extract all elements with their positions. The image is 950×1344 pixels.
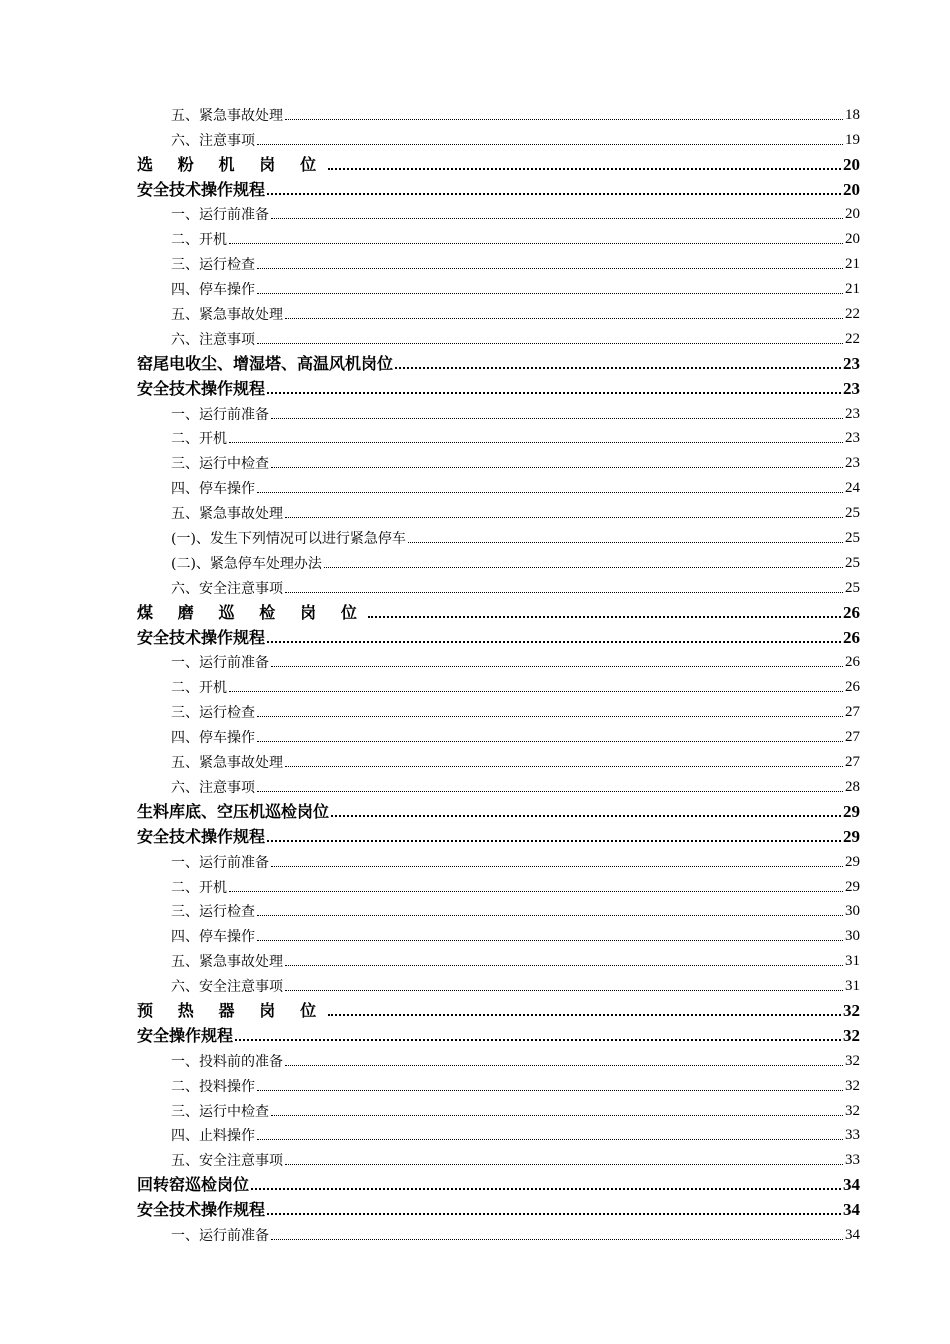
dot-leader [235,1039,841,1041]
toc-entry-title: 一、运行前准备 [171,655,269,672]
toc-entry-title: (二)、紧急停车处理办法 [171,555,322,572]
toc-entry-title: 五、紧急事故处理 [171,755,283,772]
toc-entry-title: 安全技术操作规程 [137,378,266,398]
toc-subentry[interactable] [137,847,860,872]
toc-subentry[interactable] [137,1121,860,1146]
toc-page-number: 34 [843,1175,860,1195]
dot-leader [324,567,843,568]
dot-leader [257,268,843,269]
dot-leader [257,343,843,344]
toc-page-number: 26 [845,654,860,671]
dot-leader [271,467,843,468]
dot-leader [257,1139,843,1140]
dot-leader [229,891,843,892]
toc-page-number: 28 [845,778,860,795]
toc-subentry[interactable] [137,424,860,449]
toc-entry-title: (一)、发生下列情况可以进行紧急停车 [171,531,406,548]
toc-subentry[interactable] [137,1071,860,1096]
toc-entry-title: 四、止料操作 [171,1128,255,1145]
toc-heading-entry[interactable] [137,374,860,399]
toc-subentry[interactable] [137,473,860,498]
toc-page-number: 23 [845,455,860,472]
toc-page-number: 30 [845,928,860,945]
dot-leader [257,1090,843,1091]
toc-page-number: 20 [843,154,860,174]
toc-entry-title: 二、投料操作 [171,1078,255,1095]
dot-leader [285,766,843,767]
dot-leader [408,542,843,543]
dot-leader [271,1239,843,1240]
toc-page-number: 32 [845,1102,860,1119]
toc-page-number: 27 [845,704,860,721]
table-of-contents [137,100,860,1245]
toc-entry-title: 五、安全注意事项 [171,1153,283,1170]
dot-leader [257,293,843,294]
toc-heading-entry[interactable] [137,1195,860,1220]
toc-page-number: 34 [843,1200,860,1220]
toc-entry-title: 三、运行检查 [171,904,255,921]
toc-heading-entry[interactable] [137,1021,860,1046]
toc-page-number: 22 [845,306,860,323]
toc-page-number: 19 [845,131,860,148]
toc-page-number: 29 [845,878,860,895]
toc-subentry[interactable] [137,921,860,946]
dot-leader [331,815,841,817]
toc-page-number: 24 [845,480,860,497]
dot-leader [257,940,843,941]
toc-subentry[interactable] [137,1220,860,1245]
dot-leader [271,218,843,219]
toc-entry-title: 预 热 器 岗 位 [137,1000,326,1020]
toc-heading-entry[interactable] [137,1170,860,1195]
toc-page-number: 29 [843,826,860,846]
toc-page-number: 29 [845,853,860,870]
toc-entry-title: 四、停车操作 [171,730,255,747]
toc-subentry[interactable] [137,648,860,673]
toc-page-number: 27 [845,729,860,746]
toc-entry-title: 一、运行前准备 [171,406,269,423]
dot-leader [267,392,841,394]
toc-page-number: 29 [843,801,860,821]
dot-leader [267,641,841,643]
dot-leader [368,616,841,618]
toc-entry-title: 安全技术操作规程 [137,627,266,647]
toc-entry-title: 二、开机 [171,879,227,896]
toc-page-number: 21 [845,281,860,298]
toc-page-number: 25 [845,579,860,596]
toc-heading-entry[interactable] [137,822,860,847]
toc-subentry[interactable] [137,722,860,747]
toc-subentry[interactable] [137,1145,860,1170]
toc-subentry[interactable] [137,125,860,150]
dot-leader [267,1213,841,1215]
toc-subentry[interactable] [137,200,860,225]
toc-subentry[interactable] [137,448,860,473]
dot-leader [271,418,843,419]
toc-entry-title: 选 粉 机 岗 位 [137,154,326,174]
toc-page-number: 32 [845,1077,860,1094]
toc-subentry[interactable] [137,324,860,349]
toc-subentry[interactable] [137,274,860,299]
toc-entry-title: 二、开机 [171,431,227,448]
toc-page-number: 32 [845,1052,860,1069]
toc-page-number: 25 [845,554,860,571]
toc-entry-title: 五、紧急事故处理 [171,307,283,324]
dot-leader [257,492,843,493]
dot-leader [285,965,843,966]
toc-page-number: 26 [843,627,860,647]
dot-leader [267,193,841,195]
toc-subentry[interactable] [137,1046,860,1071]
toc-heading-entry[interactable] [137,996,860,1021]
toc-entry-title: 五、紧急事故处理 [171,506,283,523]
toc-page-number: 30 [845,903,860,920]
toc-entry-title: 安全技术操作规程 [137,826,266,846]
toc-entry-title: 煤 磨 巡 检 岗 位 [137,602,367,622]
toc-subentry[interactable] [137,299,860,324]
toc-subentry[interactable] [137,772,860,797]
dot-leader [271,866,843,867]
toc-page-number: 23 [845,405,860,422]
toc-page-number: 21 [845,256,860,273]
toc-subentry[interactable] [137,548,860,573]
dot-leader [257,791,843,792]
dot-leader [285,1065,843,1066]
dot-leader [271,1115,843,1116]
toc-page-number: 18 [845,106,860,123]
dot-leader [257,741,843,742]
dot-leader [271,666,843,667]
toc-page-number: 22 [845,330,860,347]
toc-subentry[interactable] [137,573,860,598]
toc-page-number: 23 [843,378,860,398]
toc-entry-title: 四、停车操作 [171,481,255,498]
toc-heading-entry[interactable] [137,623,860,648]
toc-entry-title: 窑尾电收尘、增湿塔、高温风机岗位 [137,353,394,373]
toc-entry-title: 三、运行检查 [171,705,255,722]
toc-subentry[interactable] [137,697,860,722]
toc-page-number: 32 [843,1025,860,1045]
dot-leader [257,144,843,145]
toc-subentry[interactable] [137,872,860,897]
toc-subentry[interactable] [137,498,860,523]
toc-entry-title: 六、注意事项 [171,132,255,149]
toc-page-number: 25 [845,505,860,522]
toc-heading-entry[interactable] [137,598,860,623]
toc-entry-title: 一、投料前的准备 [171,1053,283,1070]
dot-leader [395,367,841,369]
dot-leader [328,1014,841,1016]
toc-entry-title: 生料库底、空压机巡检岗位 [137,801,330,821]
toc-subentry[interactable] [137,249,860,274]
toc-subentry[interactable] [137,747,860,772]
toc-page-number: 23 [845,430,860,447]
toc-subentry[interactable] [137,523,860,548]
toc-page-number: 20 [843,179,860,199]
toc-subentry[interactable] [137,971,860,996]
toc-entry-title: 三、运行中检查 [171,1103,269,1120]
toc-entry-title: 四、停车操作 [171,929,255,946]
toc-heading-entry[interactable] [137,349,860,374]
toc-entry-title: 四、停车操作 [171,282,255,299]
toc-page-number: 33 [845,1127,860,1144]
toc-subentry[interactable] [137,100,860,125]
dot-leader [257,716,843,717]
toc-entry-title: 三、运行检查 [171,257,255,274]
toc-page-number: 23 [843,353,860,373]
toc-entry-title: 安全操作规程 [137,1025,234,1045]
toc-page-number: 26 [845,679,860,696]
toc-entry-title: 二、开机 [171,232,227,249]
dot-leader [328,168,841,170]
toc-subentry[interactable] [137,224,860,249]
toc-heading-entry[interactable] [137,150,860,175]
toc-entry-title: 二、开机 [171,680,227,697]
dot-leader [229,442,843,443]
dot-leader [285,318,843,319]
dot-leader [285,990,843,991]
toc-page-number: 26 [843,602,860,622]
dot-leader [285,592,843,593]
dot-leader [229,691,843,692]
toc-subentry[interactable] [137,1096,860,1121]
toc-page-number: 32 [843,1000,860,1020]
toc-entry-title: 五、紧急事故处理 [171,954,283,971]
toc-entry-title: 五、紧急事故处理 [171,107,283,124]
toc-subentry[interactable] [137,672,860,697]
toc-entry-title: 六、安全注意事项 [171,979,283,996]
dot-leader [285,119,843,120]
toc-entry-title: 六、注意事项 [171,779,255,796]
dot-leader [285,517,843,518]
toc-entry-title: 一、运行前准备 [171,207,269,224]
toc-page-number: 33 [845,1152,860,1169]
toc-page-number: 31 [845,953,860,970]
toc-subentry[interactable] [137,946,860,971]
dot-leader [229,243,843,244]
toc-page-number: 25 [845,530,860,547]
dot-leader [285,1164,843,1165]
toc-subentry[interactable] [137,399,860,424]
toc-entry-title: 六、安全注意事项 [171,580,283,597]
toc-heading-entry[interactable] [137,797,860,822]
toc-entry-title: 安全技术操作规程 [137,1200,266,1220]
toc-page-number: 34 [845,1226,860,1243]
toc-page-number: 20 [845,206,860,223]
toc-entry-title: 安全技术操作规程 [137,179,266,199]
toc-page-number: 20 [845,231,860,248]
toc-page-number: 27 [845,754,860,771]
dot-leader [257,915,843,916]
toc-entry-title: 回转窑巡检岗位 [137,1175,250,1195]
toc-heading-entry[interactable] [137,175,860,200]
toc-entry-title: 一、运行前准备 [171,1227,269,1244]
toc-entry-title: 三、运行中检查 [171,456,269,473]
toc-entry-title: 一、运行前准备 [171,854,269,871]
toc-entry-title: 六、注意事项 [171,331,255,348]
dot-leader [267,840,841,842]
dot-leader [251,1188,841,1190]
toc-subentry[interactable] [137,897,860,922]
toc-page-number: 31 [845,978,860,995]
